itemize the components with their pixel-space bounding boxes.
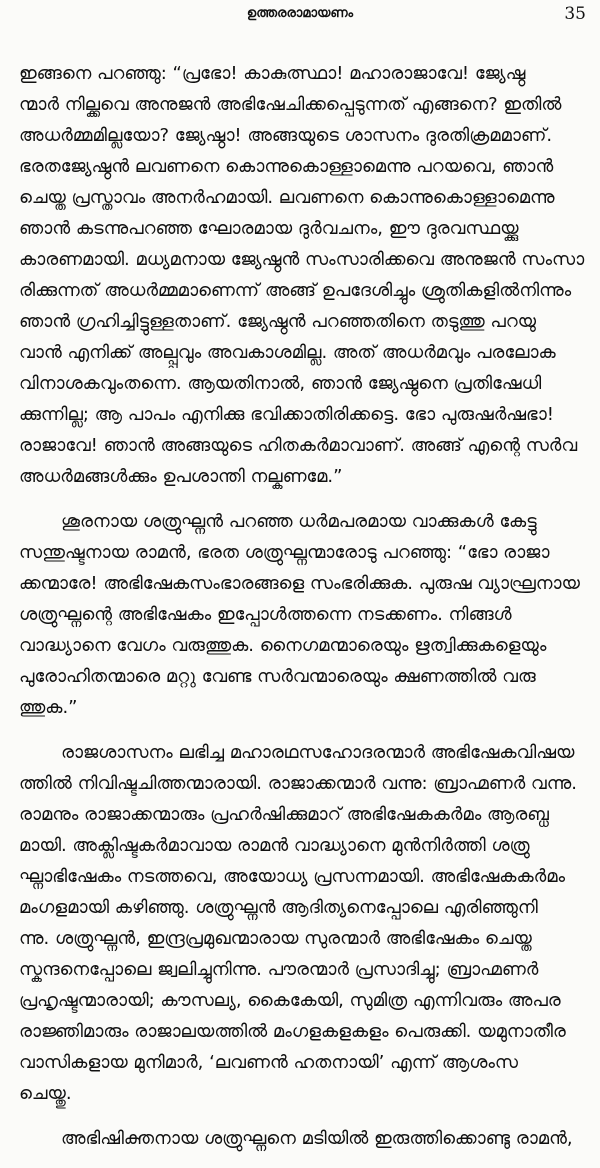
text-line: പുരോഹിതന്മാരെ മറ്റു വേണ്ട സർവന്മാരെയും ക്ഷണത്തിൽ വരു xyxy=(19,666,536,687)
paragraph-1 xyxy=(19,58,585,492)
text-line: അധർമ്മമില്ലയോ? ജ്യേഷ്ഠാ! അങ്ങയുടെ ശാസനം ദുരതിക്രമമാണ്. xyxy=(19,125,553,146)
text-line: വാസികളായ മുനിമാർ, ‘ലവണൻ ഹതനായി’ എന്ന് ആശംസ xyxy=(19,1052,518,1073)
text-line: ഇങ്ങനെ പറഞ്ഞു: “പ്രഭോ! കാകുത്സ്ഥാ! മഹാരാജാവേ! ജ്യേഷ്ഠ xyxy=(19,63,526,84)
text-line: വിനാശകവുംതന്നെ. ആയതിനാൽ, ഞാൻ ജ്യേഷ്ഠനെ പ്രതിഷേധി xyxy=(19,373,542,394)
text-line: രിക്കുന്നത് അധർമ്മമാണെന്ന് അങ്ങ് ഉപദേശിച്ചും ശ്രുതികളിൽനിന്നും xyxy=(19,280,572,301)
text-line: ത്തിൽ നിവിഷ്ടചിത്തന്മാരായി. രാജാക്കന്മാർ വന്നു: ബ്രാഹ്മണർ വന്നു. xyxy=(19,773,577,794)
running-title: ഉത്തരരാമായണം xyxy=(246,6,354,21)
text-line: ഞാൻ കടന്നുപറഞ്ഞ ഘോരമായ ദുർവചനം, ഈ ദുരവസ്ഥയ്ക്കു xyxy=(19,218,519,239)
text-line: കാരണമായി. മധ്യമനായ ജ്യേഷ്ഠൻ സംസാരിക്കവെ അനുജൻ സംസാ xyxy=(19,249,585,270)
page-body xyxy=(19,58,585,1168)
text-line: ന്നു. ശത്രുഘ്നൻ, ഇന്ദ്രപ്രമുഖന്മാരായ സുരന്മാർ അഭിഷേകം ചെയ്ത xyxy=(19,928,532,949)
page-header xyxy=(0,6,600,32)
text-line: അധർമങ്ങൾക്കും ഉപശാന്തി നല്കണമേ.” xyxy=(19,466,343,487)
text-line: ക്കന്മാരേ! അഭിഷേകസംഭാരങ്ങളെ സംഭരിക്കുക. പുരുഷ വ്യാഘ്രനായ xyxy=(19,573,580,594)
text-line: വാദ്ധ്യാനെ വേഗം വരുത്തുക. നൈഗമന്മാരെയും ഋത്വിക്കുകളെയും xyxy=(19,635,547,656)
text-line: ത്തുക.” xyxy=(19,697,78,718)
paragraph-4 xyxy=(19,1123,585,1154)
text-line: ഭരതജ്യേഷ്ഠൻ ലവണനെ കൊന്നുകൊള്ളാമെന്നു പറയവെ, ഞാൻ xyxy=(19,156,554,177)
text-line: ചെയ്തു. xyxy=(19,1083,72,1104)
page-number: 35 xyxy=(564,4,586,24)
text-line: രാജ്ഞിമാരും രാജാലയത്തിൽ മംഗളകളകളം പെരുക്കി. യമുനാതീര xyxy=(19,1021,566,1042)
text-line: ഘ്നാഭിഷേകം നടത്തവെ, അയോധ്യ പ്രസന്നമായി. അഭിഷേകകർമം xyxy=(19,866,566,887)
text-line: വാൻ എനിക്ക് അല്പ്പവും അവകാശമില്ല. അത് അധർമവും പരലോക xyxy=(19,342,556,363)
text-line: ന്മാർ നില്ക്കവെ അനുജൻ അഭിഷേചിക്കപ്പെടുന്നത് എങ്ങനെ? ഇതിൽ xyxy=(19,94,562,115)
text-line: രാജാവേ! ഞാൻ അങ്ങയുടെ ഹിതകർമാവാണ്. അങ്ങ് എന്റെ സർവ xyxy=(19,435,578,456)
text-line: രാമനും രാജാക്കന്മാരും പ്രഹർഷിക്കുമാറ് അഭിഷേകകർമം ആരബ്ധ xyxy=(19,804,549,825)
text-line: രാജശാസനം ലഭിച്ച മഹാരഥസഹോദരന്മാർ അഭിഷേകവിഷയ xyxy=(61,742,575,763)
text-line: മായി. അക്ലിഷ്ടകർമാവായ രാമൻ വാദ്ധ്യാനെ മുൻനിർത്തി ശത്രു xyxy=(19,835,530,856)
text-line: അഭിഷിക്തനായ ശത്രുഘ്നനെ മടിയിൽ ഇരുത്തിക്കൊണ്ടു രാമൻ, xyxy=(61,1128,573,1149)
text-line: ശത്രുഘ്നന്റെ അഭിഷേകം ഇപ്പോൾത്തന്നെ നടക്കണം. നിങ്ങൾ xyxy=(19,604,512,625)
text-line: സ്കന്ദനെപ്പോലെ ജ്വലിച്ചുനിന്നു. പൗരന്മാർ പ്രസാദിച്ചു; ബ്രാഹ്മണർ xyxy=(19,959,539,980)
text-line: മംഗളമായി കഴിഞ്ഞു. ശത്രുഘ്നൻ ആദിത്യനെപ്പോലെ എരിഞ്ഞുനി xyxy=(19,897,538,918)
paragraph-2 xyxy=(19,506,585,723)
text-line: പ്രഹൃഷ്ടന്മാരായി; കൗസല്യ, കൈകേയി, സുമിത്ര എന്നിവരും അപര xyxy=(19,990,561,1011)
text-line: ചെയ്ത പ്രസ്താവം അനർഹമായി. ലവണനെ കൊന്നുകൊള്ളാമെന്നു xyxy=(19,187,555,208)
text-line: സന്തുഷ്ടനായ രാമൻ, ഭരത ശത്രുഘ്നന്മാരോടു പറഞ്ഞു: “ഭോ രാജാ xyxy=(19,542,550,563)
text-line: ക്കുന്നില്ല; ആ പാപം എനിക്കു ഭവിക്കാതിരിക്കട്ടെ. ഭോ പുരുഷർഷഭാ! xyxy=(19,404,554,425)
text-line: ശൂരനായ ശത്രുഘ്നൻ പറഞ്ഞ ധർമപരമായ വാക്കുകൾ കേട്ടു xyxy=(61,511,537,532)
paragraph-3 xyxy=(19,737,585,1109)
text-line: ഞാൻ ഗ്രഹിച്ചിട്ടുള്ളതാണ്. ജ്യേഷ്ഠൻ പറഞ്ഞതിനെ തടുത്തു പറയു xyxy=(19,311,537,332)
